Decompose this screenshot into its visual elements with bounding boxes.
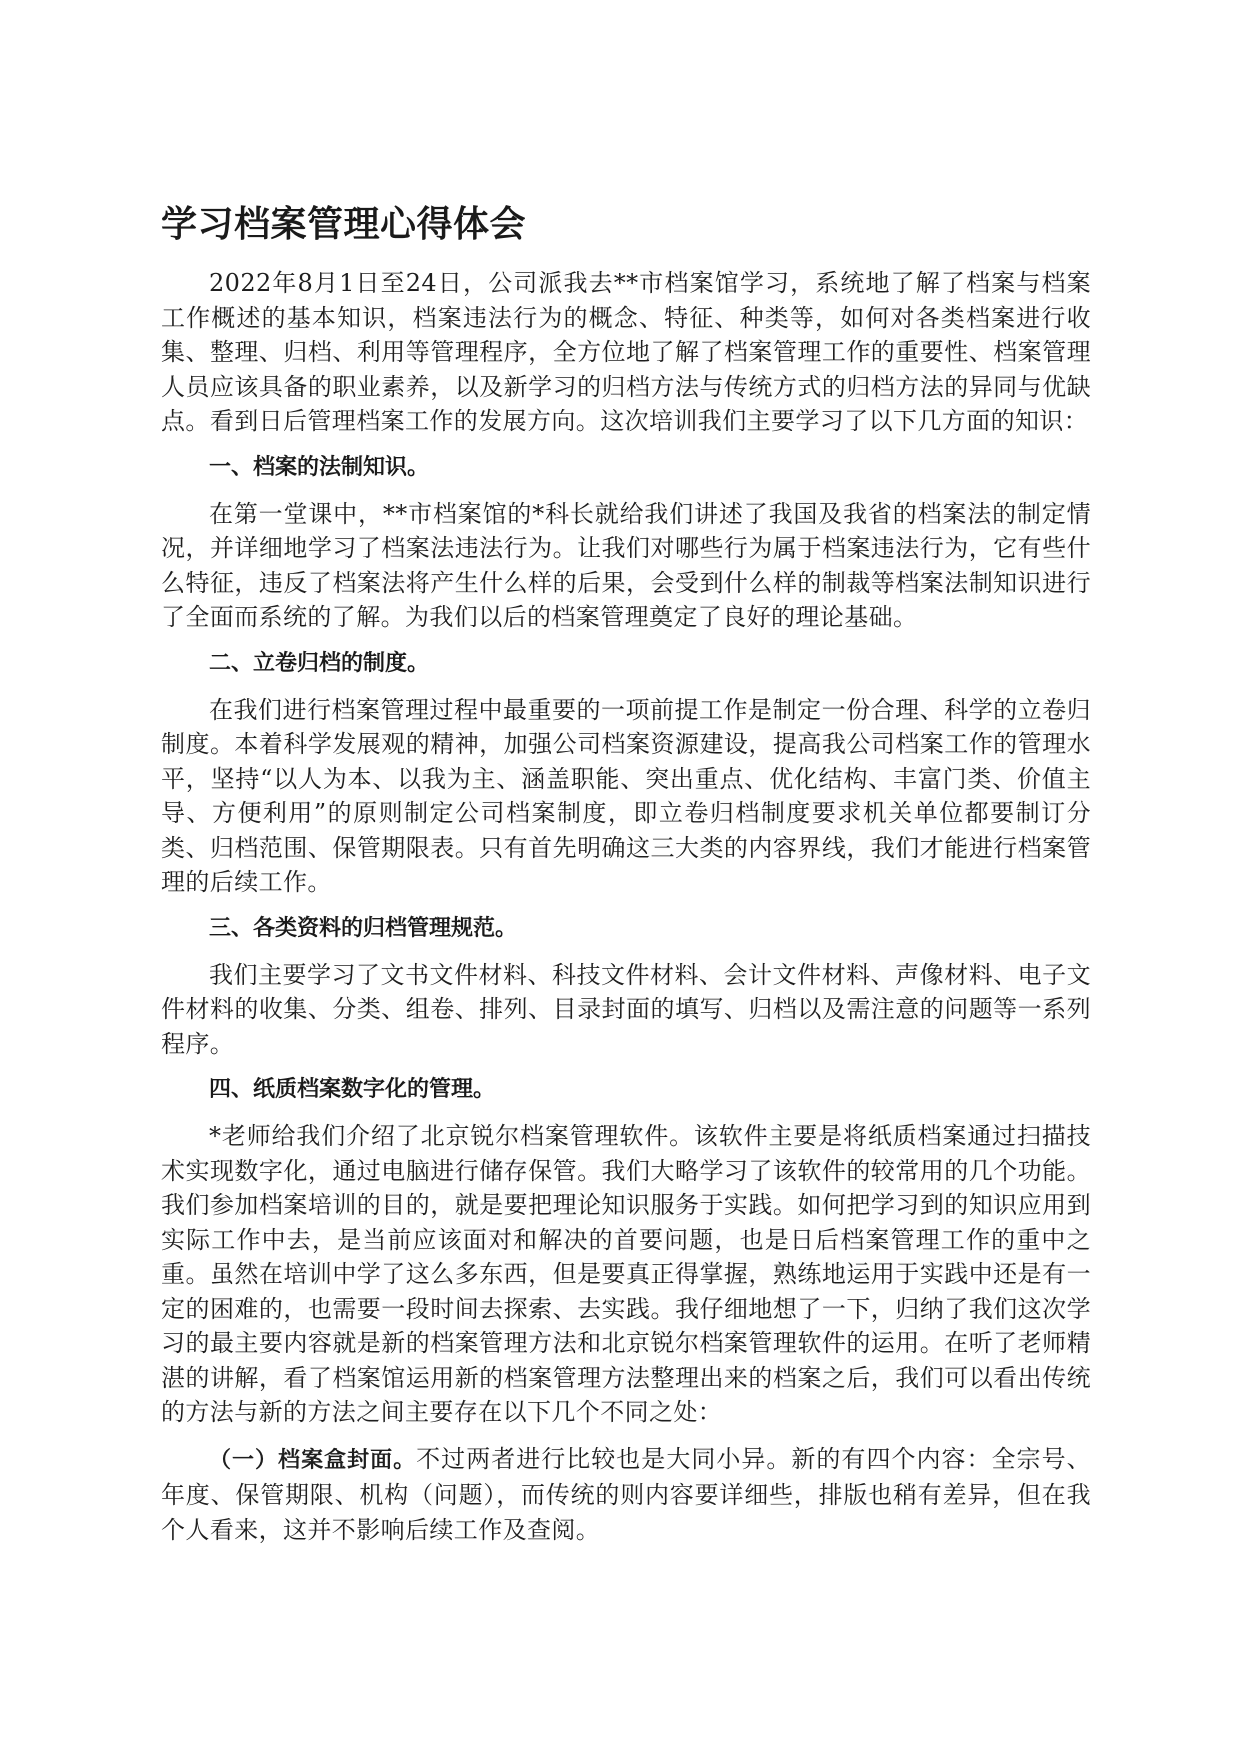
section-paragraph-filing-system: 在我们进行档案管理过程中最重要的一项前提工作是制定一份合理、科学的立卷归制度。本着科学发展观的精神，加强公司档案资源建设，提高我公司档案工作的管理水平，坚持“以人为本、以我为主、涵盖职能、突出重点、优化结构、丰富门类、价值主导、方便利用”的原则制定公司档案制度，即立卷归档制度要求机关单位都要制订分类、归档范围、保管期限表。只有首先明确这三大类的内容界线，我们才能进行档案管理的后续工作。 xyxy=(161,695,1091,896)
section-heading-legal: 一、档案的法制知识。 xyxy=(209,454,430,480)
intro-paragraph: 2022年8月1日至24日，公司派我去**市档案馆学习，系统地了解了档案与档案工作概述的基本知识，档案违法行为的概念、特征、种类等，如何对各类档案进行收集、整理、归档、利用等管理程序，全方位地了解了档案管理工作的重要性、档案管理人员应该具备的职业素养，以及新学习的归档方法与传统方式的归档方法的异同与优缺点。看到日后管理档案工作的发展方向。这次培训我们主要学习了以下几方面的知识： xyxy=(161,269,1091,435)
section-paragraph-filing-standards: 我们主要学习了文书文件材料、科技文件材料、会计文件材料、声像材料、电子文件材料的收集、分类、组卷、排列、目录封面的填写、归档以及需注意的问题等一系列程序。 xyxy=(161,960,1091,1058)
document-page xyxy=(161,200,1091,1559)
section-paragraph-digitization: *老师给我们介绍了北京锐尔档案管理软件。该软件主要是将纸质档案通过扫描技术实现数字化，通过电脑进行储存保管。我们大略学习了该软件的较常用的几个功能。我们参加档案培训的目的，就是要把理论知识服务于实践。如何把学习到的知识应用到实际工作中去，是当前应该面对和解决的首要问题，也是日后档案管理工作的重中之重。虽然在培训中学了这么多东西，但是要真正得掌握，熟练地运用于实践中还是有一定的困难的，也需要一段时间去探索、去实践。我仔细地想了一下，归纳了我们这次学习的最主要内容就是新的档案管理方法和北京锐尔档案管理软件的运用。在听了老师精湛的讲解，看了档案馆运用新的档案管理方法整理出来的档案之后，我们可以看出传统的方法与新的方法之间主要存在以下几个不同之处： xyxy=(161,1122,1091,1426)
section-heading-digitization: 四、纸质档案数字化的管理。 xyxy=(209,1077,496,1102)
item-paragraph-box-cover xyxy=(161,1442,1091,1548)
section-heading-filing-system: 二、立卷归档的制度。 xyxy=(209,650,430,676)
item-text-box-cover: 不过两者进行比较也是大同小异。新的有四个内容：全宗号、年度、保管期限、机构（问题），而传统的则内容要详细些，排版也稍有差异，但在我个人看来，这并不影响后续工作及查阅。 xyxy=(161,1444,1091,1544)
document-title: 学习档案管理心得体会 xyxy=(161,204,527,245)
section-paragraph-legal: 在第一堂课中，**市档案馆的*科长就给我们讲述了我国及我省的档案法的制定情况，并详细地学习了档案法违法行为。让我们对哪些行为属于档案违法行为，它有些什么特征，违反了档案法将产生什么样的后果，会受到什么样的制裁等档案法制知识进行了全面而系统的了解。为我们以后的档案管理奠定了良好的理论基础。 xyxy=(161,499,1091,631)
item-label-box-cover: （一）档案盒封面。 xyxy=(209,1447,417,1473)
section-heading-filing-standards: 三、各类资料的归档管理规范。 xyxy=(209,915,518,941)
